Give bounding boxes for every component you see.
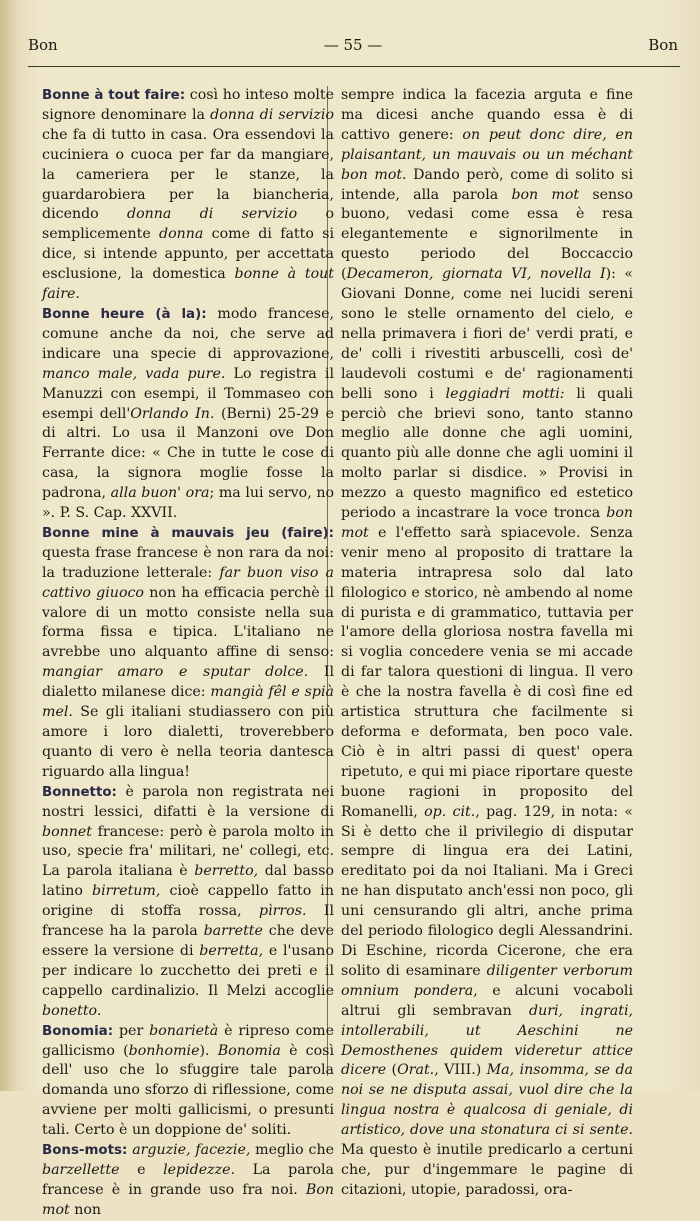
- entry-text: meglio che: [250, 1142, 335, 1159]
- headword: Bonne mine à mauvais jeu (faire):: [42, 525, 334, 541]
- entry-bonne-mine: [42, 524, 334, 783]
- page-number: — 55 —: [323, 36, 383, 54]
- entry-text: , VIII.): [434, 1062, 487, 1079]
- entry-text: ).: [199, 1042, 218, 1059]
- entry-text: che fa di tutto in casa. Ora essendovi la cuciniera o cuoca per far da mangiare, la cameriera per le stanze, la guardarobiera per la biancheria, dicendo: [42, 126, 334, 223]
- entry-italic: alla buon' ora: [110, 485, 210, 502]
- entry-text: è ripreso come gallicismo (: [42, 1022, 334, 1059]
- entry-bonne-heure: [42, 305, 334, 524]
- entry-text: li quali perciò che brievi sono, tanto stanno meglio alle donne che agli uomini, quanto più alle donne che agli uomini il molto parlar si disdice. » Provisi in mezzo a questo magnifico ed estetico periodo a incastrare la voce tronca: [341, 385, 633, 522]
- entry-italic: berretta,: [199, 942, 264, 959]
- entry-bonnetto: [42, 783, 334, 1022]
- entry-italic: donna: [159, 226, 204, 243]
- entry-text: e l'effetto sarà spiacevole. Senza venir meno al proposito di trattare la materia intrapresa solo dal lato filologico e storico, nè ambendo al nome di purista e di grammatico, tuttavia per l'amore della gloriosa nostra favella mi si voglia concedere venia se mi accade di far talora questioni di lingua. Il vero è che la nostra favella è di così fine ed artistica struttura che facilmente si deforma e deformata, ben poco vale. Ciò è in altri passi di quest' opera ripetuto, e qui mi piace riportare queste buone ragioni in proposito del Romanelli,: [341, 524, 633, 820]
- headword: Bonnetto:: [42, 784, 117, 800]
- headword: Bonne heure (à la):: [42, 306, 207, 322]
- entry-text: Dando però, come di solito si intende, alla parola: [341, 166, 633, 203]
- entry-text: Il francese ha la parola: [42, 903, 334, 940]
- entry-text: sempre indica la facezia arguta e fine ma dicesi anche quando essa è di cattivo genere:: [341, 87, 633, 143]
- header-left: Bon: [28, 36, 58, 54]
- entry-text: è parola non registrata nei nostri lessici, difatti è la versione di: [42, 783, 334, 820]
- entry-text: , e alcuni vocaboli altrui gli sembravan: [341, 982, 634, 1019]
- entry-text: ; ma lui servo, no ». P. S. Cap. XXVII.: [42, 485, 335, 522]
- entry-text: dal basso latino: [42, 863, 334, 900]
- entry-text: (: [386, 1062, 398, 1079]
- headword: Bonne à tout faire:: [42, 88, 186, 103]
- entry-text: Il dialetto milanese dice:: [42, 664, 334, 701]
- entry-italic: berretto,: [194, 863, 259, 880]
- entry-text: per: [113, 1022, 150, 1039]
- entry-text: cioè cappello fatto in origine di stoffa rossa,: [42, 883, 334, 920]
- continuation-text: [341, 86, 633, 1201]
- headword: Bonomia:: [42, 1023, 114, 1039]
- entry-text: questa frase francese è non rara da noi: la traduzione letterale:: [42, 544, 334, 581]
- entry-italic: manco male, vada pure.: [42, 365, 226, 382]
- entry-text: non ha efficacia perchè il valore di un motto consiste nella sua forma fissa e tipica. L'italiano ne avrebbe uno alquanto affine di senso:: [42, 584, 334, 661]
- entry-text: modo francese, comune anche da noi, che serve ad indicare una specie di approvazione,: [42, 305, 334, 362]
- entry-italic: duri, ingrati, intollerabili, ut Aeschini ne Demosthenes quidem videretur attice dicere: [341, 1002, 633, 1079]
- entry-text: , pag. 129, in nota: « Si è detto che il privilegio di disputar sempre di lingua era dei Latini, ereditato poi da noi Italiani. Ma i Greci ne han disputato anch'essi non poco, gli uni censurando gli altri, anche prima del periodo filologico degli Alessandrini. Di Eschine, ricorda Cicerone, che era solito di esaminare: [341, 803, 633, 979]
- entry-italic: Decameron, giornata VI, novella I: [346, 266, 606, 283]
- entry-bonne-a-tout-faire: [42, 86, 334, 305]
- entry-italic: donna di servizio: [127, 206, 298, 223]
- entry-italic: arguzie, facezie,: [132, 1142, 251, 1159]
- entry-italic: bonhomie: [128, 1042, 200, 1059]
- entry-text: Ma questo è inutile predicarlo a certuni che, pur d'ingemmare le pagine di citazioni, utopie, paradossi, ora-: [341, 1142, 633, 1198]
- entry-text: e: [119, 1161, 164, 1178]
- entry-italic: bonarietà: [149, 1022, 219, 1039]
- entry-text: non: [69, 1201, 102, 1218]
- entry-italic: op. cit.: [424, 803, 476, 820]
- entry-italic: pìrros.: [258, 903, 307, 920]
- entry-text: La parola francese è in grande uso fra noi.: [42, 1161, 335, 1198]
- entry-text: come di fatto si dice, si intende appunto, per accettata esclusione, la domestica: [42, 226, 334, 283]
- entry-italic: Orlando In.: [130, 405, 215, 422]
- entry-italic: diligenter verborum omnium pondera: [341, 962, 633, 999]
- entry-text: senso buono, vedasi come essa è resa elegantemente e signorilmente in questo periodo del Boccaccio (: [341, 186, 633, 283]
- entry-text: e l'usano per indicare lo zucchetto dei preti e il cappello cardinalizio. Il Melzi accoglie: [42, 942, 334, 999]
- header-right: Bon: [648, 36, 678, 54]
- entry-italic: Ma, insomma, se da noi se ne disputa assai, vuol dire che la lingua nostra è qualcosa di geniale, di artistico, dove una stonatura ci si sente.: [341, 1062, 633, 1139]
- entry-text: è così dell' uso che lo sfuggire tale parola domanda uno sforzo di riflessione, come avviene per molti gallicismi, o presunti tali. Certo è un doppione de' soliti.: [42, 1042, 334, 1139]
- entry-italic: mangiar amaro e sputar dolce.: [42, 664, 309, 681]
- left-column: [42, 86, 334, 1221]
- entry-italic: birretum,: [91, 883, 161, 900]
- entry-italic: far buon viso a cattivo giuoco: [42, 564, 334, 601]
- entry-italic: leggiadri motti:: [445, 385, 565, 402]
- running-header: [28, 36, 678, 60]
- entry-italic: bonetto.: [42, 1002, 102, 1019]
- entry-bonomia: [42, 1022, 334, 1141]
- entry-text: (Berni) 25-29 e di altri. Lo usa il Manzoni ove Don Ferrante dice: « Che in tutte le cose di casa, la signora moglie fosse la padrona,: [42, 405, 334, 502]
- header-rule: [28, 66, 680, 67]
- entry-italic: Orat.: [397, 1062, 435, 1079]
- entry-italic: Bon mot: [42, 1181, 334, 1218]
- entry-italic: bonnet: [42, 823, 92, 840]
- entry-italic: bonne à tout faire.: [42, 266, 335, 303]
- entry-italic: lepidezze.: [163, 1161, 236, 1178]
- entry-text: che deve essere la versione di: [42, 923, 334, 959]
- entry-text: o semplicemente: [42, 206, 335, 243]
- entry-text: Lo registra il Manuzzi con esempi, il Tommaseo con esempi dell': [42, 365, 334, 422]
- entry-italic: donna di servizio: [210, 106, 334, 123]
- entry-text: così ho inteso molte signore denominare la: [42, 87, 334, 123]
- entry-italic: barrette: [203, 923, 263, 940]
- entry-text: francese: però è parola molto in uso, specie fra' militari, ne' collegi, etc. La parola italiana è: [42, 823, 334, 880]
- entry-italic: Bonomia: [217, 1042, 281, 1059]
- entry-italic: on peut donc dire, en plaisantant, un mauvais ou un méchant bon mot.: [341, 126, 633, 183]
- entry-text: ): « Giovani Donne, come nei lucidi sereni sono le stelle ornamento del cielo, e nella primavera i fiori de' verdi prati, e de' colli i rivestiti arbuscelli, così de' laudevoli costumi e de' ragionamenti belli sono i: [341, 266, 633, 402]
- entry-bons-mots: [42, 1141, 334, 1221]
- entry-italic: mangià fêl e spià mel.: [42, 684, 334, 721]
- right-column: [341, 86, 633, 1201]
- entry-italic: barzellette: [42, 1161, 120, 1178]
- entry-italic: bon mot: [341, 505, 633, 541]
- entry-text: Se gli italiani studiassero con più amore i loro dialetti, troverebbero quanto di vero è nella teoria dantesca riguardo alla lingua!: [42, 704, 334, 780]
- headword: Bons-mots:: [42, 1143, 128, 1159]
- entry-italic: bon mot: [511, 186, 580, 203]
